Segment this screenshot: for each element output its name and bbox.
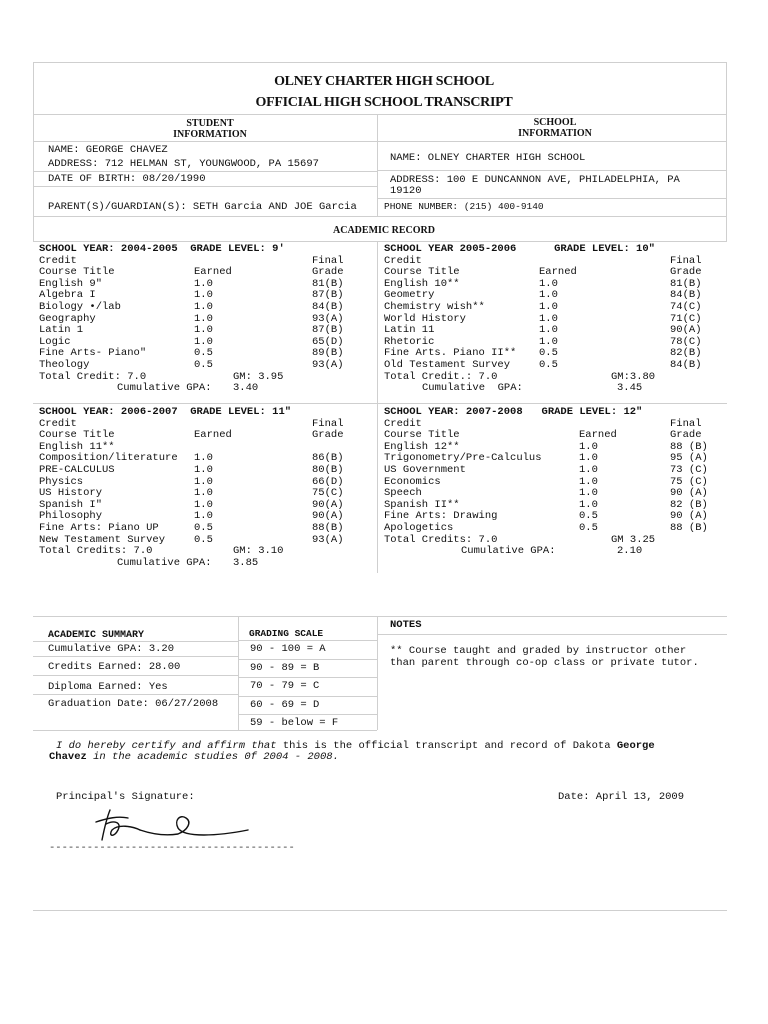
grading-scale-text: 90 - 89 = B bbox=[250, 661, 320, 674]
year-header: SCHOOL YEAR 2005-2006 GRADE LEVEL: 10" bbox=[384, 243, 655, 255]
course-title: Biology •/lab bbox=[39, 300, 121, 313]
course-credit: 1.0 bbox=[194, 324, 213, 337]
course-credit: 1.0 bbox=[194, 487, 213, 500]
credit-label: Credit bbox=[39, 254, 77, 267]
grade-label: Grade bbox=[670, 429, 702, 442]
school-address-1: ADDRESS: 100 E DUNCANNON AVE, PHILADELPHIA, PA bbox=[390, 174, 680, 186]
certify-text-b: this is the official transcript and record of bbox=[282, 740, 567, 752]
course-credit: 1.0 bbox=[194, 335, 213, 348]
course-grade: 66(D) bbox=[312, 475, 344, 488]
year-header-row bbox=[39, 407, 375, 419]
course-title: US Government bbox=[384, 463, 466, 476]
guardians: PARENT(S)/GUARDIAN(S): SETH Garcia AND JOE Garcia bbox=[48, 201, 357, 213]
signature-date: Date: April 13, 2009 bbox=[558, 791, 685, 803]
earned-label: Earned bbox=[539, 266, 577, 279]
course-credit: 0.5 bbox=[194, 358, 213, 371]
frame-top-rule bbox=[33, 62, 727, 63]
notes-title: NOTES bbox=[390, 619, 422, 631]
year-header-row bbox=[384, 244, 722, 256]
course-credit: 1.0 bbox=[579, 440, 598, 453]
school-info-label-2: INFORMATION bbox=[518, 128, 592, 139]
year-block-2005-2006 bbox=[384, 244, 722, 395]
course-credit: 0.5 bbox=[579, 521, 598, 534]
course-title: Geometry bbox=[384, 289, 435, 302]
course-grade: 95 (A) bbox=[670, 452, 708, 465]
principal-signature bbox=[88, 800, 258, 848]
summary-graduation: Graduation Date: 06/27/2008 bbox=[48, 698, 219, 710]
academic-record-heading: ACADEMIC RECORD bbox=[333, 225, 435, 236]
student-dob: DATE OF BIRTH: 08/20/1990 bbox=[48, 173, 206, 185]
grading-scale-text: 70 - 79 = C bbox=[250, 680, 320, 693]
certify-first-name: George bbox=[616, 740, 655, 752]
course-title: New Testament Survey bbox=[39, 533, 166, 546]
course-title: English 9" bbox=[39, 277, 103, 290]
course-grade: 81(B) bbox=[670, 277, 702, 290]
course-row bbox=[39, 465, 375, 477]
course-title: Spanish I" bbox=[39, 498, 103, 511]
course-title: Spanish II** bbox=[384, 498, 460, 511]
course-title: Fine Arts: Drawing bbox=[384, 510, 498, 523]
student-address: ADDRESS: 712 HELMAN ST, YOUNGWOOD, PA 15697 bbox=[48, 158, 319, 170]
year-header-row bbox=[39, 244, 375, 256]
gm-value: GM: 3.10 bbox=[233, 545, 284, 558]
school-name: NAME: OLNEY CHARTER HIGH SCHOOL bbox=[390, 152, 586, 164]
rule bbox=[33, 616, 727, 617]
grading-scale-row bbox=[238, 678, 377, 697]
course-row bbox=[384, 465, 722, 477]
course-row bbox=[384, 523, 722, 535]
course-row bbox=[39, 488, 375, 500]
student-info-label-2: INFORMATION bbox=[173, 129, 247, 140]
credit-label: Credit bbox=[39, 417, 77, 430]
course-credit: 1.0 bbox=[539, 289, 558, 302]
cumulative-row bbox=[39, 383, 375, 395]
course-credit: 1.0 bbox=[194, 289, 213, 302]
student-info-heading bbox=[150, 118, 270, 140]
signature-rule: --------------------------------------- bbox=[49, 842, 295, 854]
certify-line-2 bbox=[49, 752, 339, 764]
year-block-2004-2005 bbox=[39, 244, 375, 395]
school-info-heading bbox=[495, 117, 615, 139]
year-block-2007-2008 bbox=[384, 407, 722, 558]
certify-last-name: Chavez bbox=[49, 751, 87, 763]
course-title: Chemistry wish** bbox=[384, 300, 485, 313]
course-credit: 1.0 bbox=[194, 510, 213, 523]
course-title: Logic bbox=[39, 335, 71, 348]
school-phone: PHONE NUMBER: (215) 400-9140 bbox=[384, 201, 544, 212]
cumulative-gpa-label: Cumulative GPA: bbox=[117, 382, 212, 395]
course-title: Philosophy bbox=[39, 510, 103, 523]
course-grade: 84(B) bbox=[670, 289, 702, 302]
grading-scale-text: 59 - below = F bbox=[250, 717, 339, 730]
summary-diploma: Diploma Earned: Yes bbox=[48, 681, 168, 693]
course-grade: 88(B) bbox=[312, 521, 344, 534]
total-row bbox=[39, 546, 375, 558]
gm-value: GM 3.25 bbox=[611, 533, 656, 546]
rule bbox=[377, 170, 727, 171]
transcript-title: OFFICIAL HIGH SCHOOL TRANSCRIPT bbox=[255, 95, 513, 110]
course-grade: 93(A) bbox=[312, 312, 344, 325]
course-credit: 1.0 bbox=[194, 452, 213, 465]
course-credit: 1.0 bbox=[539, 312, 558, 325]
course-row bbox=[384, 360, 722, 372]
course-grade: 81(B) bbox=[312, 277, 344, 290]
final-label: Final bbox=[670, 417, 702, 430]
course-credit: 1.0 bbox=[579, 463, 598, 476]
course-credit: 1.0 bbox=[194, 277, 213, 290]
cumulative-gpa-value: 3.85 bbox=[233, 556, 259, 569]
course-credit: 1.0 bbox=[579, 487, 598, 500]
credit-label: Credit bbox=[384, 254, 422, 267]
course-credit: 1.0 bbox=[579, 452, 598, 465]
course-title: Theology bbox=[39, 358, 90, 371]
course-credit: 0.5 bbox=[194, 521, 213, 534]
course-title: Algebra I bbox=[39, 289, 96, 302]
cumulative-gpa-value: 2.10 bbox=[617, 545, 643, 558]
notes-line-2: than parent through co-op class or private tutor. bbox=[390, 657, 699, 669]
course-title: Composition/literature bbox=[39, 452, 178, 465]
total-credit: Total Credit: 7.0 bbox=[39, 370, 147, 383]
course-credit: 0.5 bbox=[579, 510, 598, 523]
rule bbox=[33, 641, 238, 642]
course-grade: 84(B) bbox=[312, 300, 344, 313]
course-title: Old Testament Survey bbox=[384, 358, 511, 371]
course-grade: 65(D) bbox=[312, 335, 344, 348]
course-grade: 90(A) bbox=[312, 498, 344, 511]
course-grade: 88 (B) bbox=[670, 521, 708, 534]
course-credit: 0.5 bbox=[539, 358, 558, 371]
course-credit: 1.0 bbox=[194, 300, 213, 313]
course-title: English 11** bbox=[39, 440, 115, 453]
rule bbox=[33, 141, 727, 142]
course-title: PRE-CALCULUS bbox=[39, 463, 115, 476]
year-block-2006-2007 bbox=[39, 407, 375, 569]
grading-scale-row bbox=[238, 697, 377, 716]
summary-gpa: Cumulative GPA: 3.20 bbox=[48, 643, 175, 655]
course-title: Apologetics bbox=[384, 521, 454, 534]
total-credit: Total Credits: 7.0 bbox=[39, 545, 153, 558]
course-title: Geography bbox=[39, 312, 96, 325]
course-grade: 73 (C) bbox=[670, 463, 708, 476]
rule bbox=[33, 241, 727, 242]
course-credit: 1.0 bbox=[539, 300, 558, 313]
grade-label: Grade bbox=[670, 266, 702, 279]
year-header: SCHOOL YEAR: 2007-2008 GRADE LEVEL: 12" bbox=[384, 406, 643, 418]
rule bbox=[377, 198, 727, 199]
course-grade: 90 (A) bbox=[670, 510, 708, 523]
course-row bbox=[39, 302, 375, 314]
school-title: OLNEY CHARTER HIGH SCHOOL bbox=[274, 74, 494, 89]
course-credit: 1.0 bbox=[194, 498, 213, 511]
info-divider bbox=[377, 114, 378, 216]
grading-scale-text: 60 - 69 = D bbox=[250, 698, 320, 711]
year-header-row bbox=[384, 407, 722, 419]
certify-text-c: Dakota bbox=[572, 740, 611, 752]
course-grade: 75 (C) bbox=[670, 475, 708, 488]
course-credit: 1.0 bbox=[194, 463, 213, 476]
course-title: Fine Arts: Piano UP bbox=[39, 521, 159, 534]
summary-credits: Credits Earned: 28.00 bbox=[48, 661, 181, 673]
course-grade: 84(B) bbox=[670, 358, 702, 371]
course-grade: 93(A) bbox=[312, 358, 344, 371]
course-grade: 89(B) bbox=[312, 347, 344, 360]
bottom-rule bbox=[33, 910, 727, 911]
cumulative-gpa-label: Cumulative GPA: bbox=[117, 556, 212, 569]
rule bbox=[33, 675, 238, 676]
cumulative-gpa-value: 3.40 bbox=[233, 382, 259, 395]
rule bbox=[33, 403, 727, 404]
course-grade: 71(C) bbox=[670, 312, 702, 325]
certify-text-a: I do hereby certify and affirm that bbox=[56, 740, 277, 752]
course-title: Speech bbox=[384, 487, 422, 500]
rule bbox=[33, 171, 377, 172]
course-credit: 0.5 bbox=[194, 347, 213, 360]
course-grade: 82 (B) bbox=[670, 498, 708, 511]
course-grade: 90(A) bbox=[312, 510, 344, 523]
course-credit: 1.0 bbox=[194, 312, 213, 325]
school-info-label-1: SCHOOL bbox=[533, 117, 577, 128]
signature-label: Principal's Signature: bbox=[56, 791, 195, 803]
course-grade: 78(C) bbox=[670, 335, 702, 348]
course-title-label: Course Title bbox=[39, 429, 115, 442]
student-info-label-1: STUDENT bbox=[186, 118, 234, 129]
course-title-label: Course Title bbox=[384, 266, 460, 279]
cumulative-gpa-label: Cumulative GPA: bbox=[422, 382, 523, 395]
course-title: Fine Arts- Piano" bbox=[39, 347, 147, 360]
grading-scale-text: 90 - 100 = A bbox=[250, 643, 326, 655]
course-grade: 74(C) bbox=[670, 300, 702, 313]
gm-value: GM: 3.95 bbox=[233, 370, 284, 383]
grade-label: Grade bbox=[312, 429, 344, 442]
rule bbox=[33, 216, 727, 217]
year-header: SCHOOL YEAR: 2006-2007 GRADE LEVEL: 11" bbox=[39, 406, 292, 418]
course-grade: 93(A) bbox=[312, 533, 344, 546]
earned-label: Earned bbox=[194, 429, 232, 442]
course-grade: 87(B) bbox=[312, 324, 344, 337]
course-title: Trigonometry/Pre-Calculus bbox=[384, 452, 542, 465]
summary-title: ACADEMIC SUMMARY bbox=[48, 630, 145, 641]
rule bbox=[33, 694, 238, 695]
course-title: Physics bbox=[39, 475, 84, 488]
course-title: Economics bbox=[384, 475, 441, 488]
rule bbox=[33, 730, 377, 731]
rule bbox=[33, 656, 238, 657]
cumulative-row bbox=[384, 546, 722, 558]
course-title: English 12** bbox=[384, 440, 460, 453]
cumulative-gpa-label: Cumulative GPA: bbox=[461, 545, 556, 558]
course-title-label: Course Title bbox=[39, 266, 115, 279]
rule bbox=[33, 186, 377, 187]
course-credit: 1.0 bbox=[539, 324, 558, 337]
gm-value: GM:3.80 bbox=[611, 370, 656, 383]
grade-label: Grade bbox=[312, 266, 344, 279]
rule bbox=[377, 634, 727, 635]
course-grade: 86(B) bbox=[312, 452, 344, 465]
course-grade: 87(B) bbox=[312, 289, 344, 302]
course-title: World History bbox=[384, 312, 466, 325]
course-row bbox=[384, 325, 722, 337]
grading-scale-row bbox=[238, 660, 377, 679]
course-title: Latin 1 bbox=[39, 324, 84, 337]
certify-text-d: in the academic studies 0f 2004 - 2008. bbox=[93, 751, 339, 763]
final-label: Final bbox=[670, 254, 702, 267]
course-credit: 1.0 bbox=[579, 498, 598, 511]
grading-scale-row bbox=[238, 641, 377, 660]
earned-label: Earned bbox=[194, 266, 232, 279]
student-name: NAME: GEORGE CHAVEZ bbox=[48, 144, 168, 156]
course-grade: 75(C) bbox=[312, 487, 344, 500]
course-credit: 1.0 bbox=[539, 335, 558, 348]
cumulative-row bbox=[384, 383, 722, 395]
cumulative-row bbox=[39, 558, 375, 570]
course-row bbox=[39, 523, 375, 535]
course-title: US History bbox=[39, 487, 103, 500]
final-label: Final bbox=[312, 254, 344, 267]
course-row bbox=[384, 488, 722, 500]
course-title: English 10** bbox=[384, 277, 460, 290]
final-label: Final bbox=[312, 417, 344, 430]
course-title: Fine Arts. Piano II** bbox=[384, 347, 517, 360]
course-grade: 82(B) bbox=[670, 347, 702, 360]
course-row bbox=[39, 360, 375, 372]
course-credit: 1.0 bbox=[579, 475, 598, 488]
course-grade: 88 (B) bbox=[670, 440, 708, 453]
total-credit: Total Credit.: 7.0 bbox=[384, 370, 498, 383]
course-credit: 1.0 bbox=[194, 475, 213, 488]
course-grade: 90(A) bbox=[670, 324, 702, 337]
course-title: Latin 11 bbox=[384, 324, 435, 337]
notes-line-1: ** Course taught and graded by instructor other bbox=[390, 645, 687, 657]
year-header: SCHOOL YEAR: 2004-2005 GRADE LEVEL: 9' bbox=[39, 243, 285, 255]
rule bbox=[33, 114, 727, 115]
cumulative-gpa-value: 3.45 bbox=[617, 382, 643, 395]
course-grade: 80(B) bbox=[312, 463, 344, 476]
course-grade: 90 (A) bbox=[670, 487, 708, 500]
course-credit: 0.5 bbox=[194, 533, 213, 546]
course-row bbox=[384, 302, 722, 314]
course-title-label: Course Title bbox=[384, 429, 460, 442]
grading-scale-rows bbox=[238, 641, 377, 733]
course-credit: 0.5 bbox=[539, 347, 558, 360]
course-credit: 1.0 bbox=[539, 277, 558, 290]
total-credit: Total Credits: 7.0 bbox=[384, 533, 498, 546]
grading-scale-title: GRADING SCALE bbox=[249, 628, 324, 639]
earned-label: Earned bbox=[579, 429, 617, 442]
school-address-2: 19120 bbox=[390, 185, 422, 197]
credit-label: Credit bbox=[384, 417, 422, 430]
course-title: Rhetoric bbox=[384, 335, 435, 348]
course-row bbox=[39, 325, 375, 337]
record-divider bbox=[377, 241, 378, 573]
